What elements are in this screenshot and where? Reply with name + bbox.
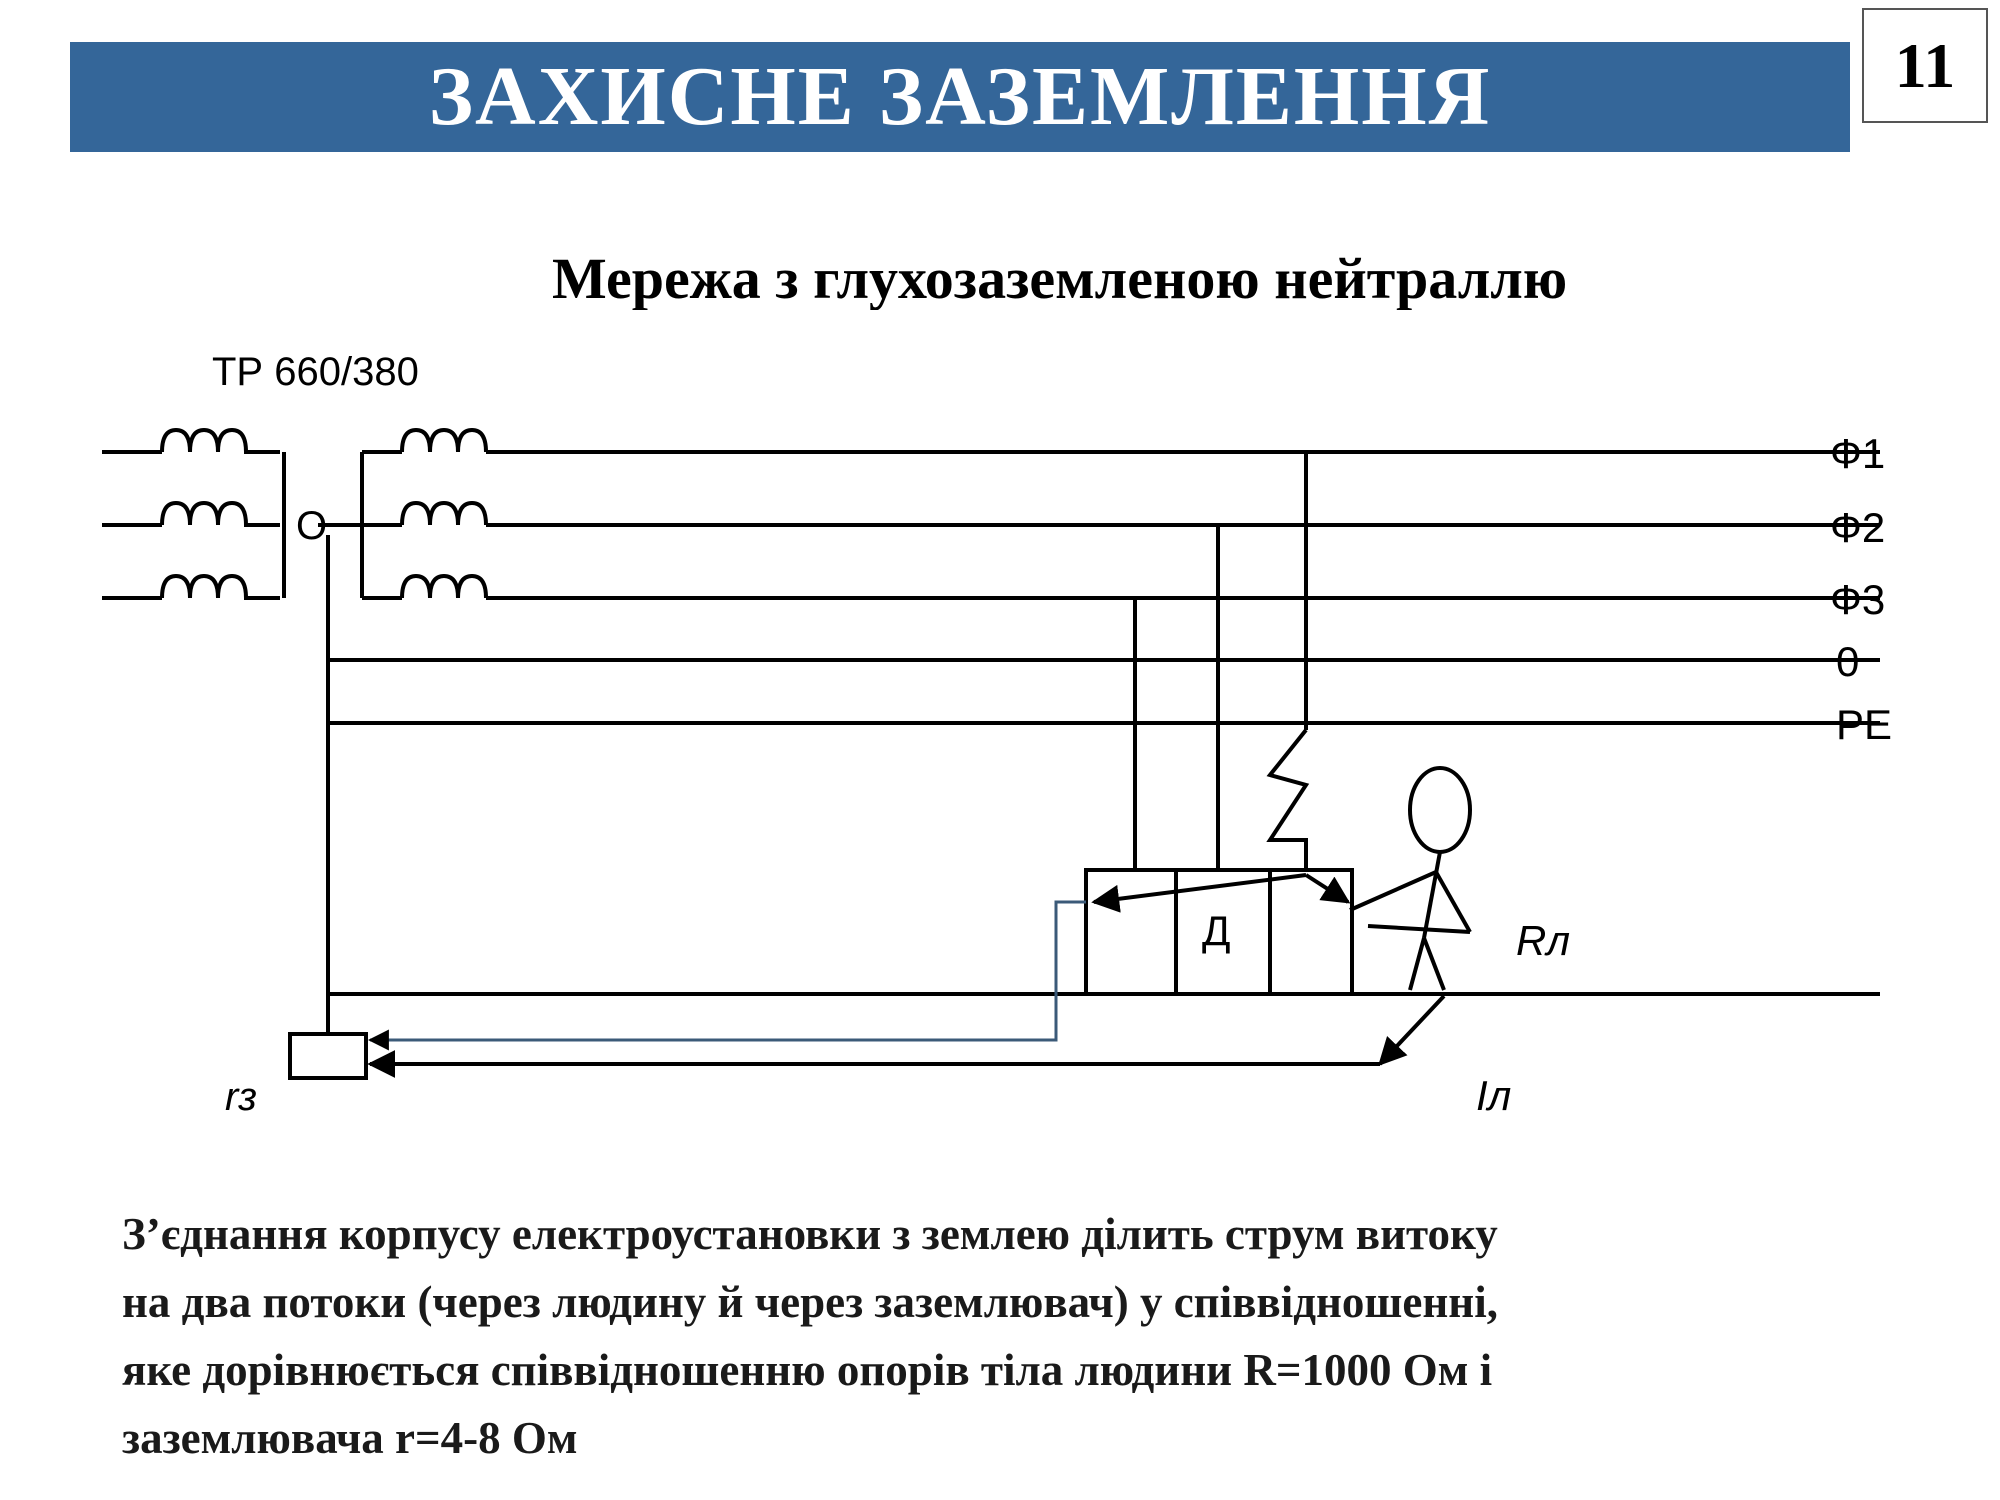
- secondary-coil-1: [402, 430, 486, 452]
- line-label-f2: Ф2: [1830, 504, 1886, 551]
- secondary-coil-3: [402, 576, 486, 598]
- earth-current-path: [370, 902, 1086, 1040]
- fault-current-arrow-left: [1094, 875, 1306, 902]
- line-label-f3: Ф3: [1830, 576, 1886, 623]
- person-body: [1424, 852, 1440, 938]
- caption-line: яке дорівнюється співвідношенню опорів тіла людини R=1000 Ом і: [122, 1345, 1493, 1395]
- primary-coil-1: [162, 430, 280, 452]
- caption-line: З’єднання корпусу електроустановки з землею ділить струм витоку: [122, 1209, 1498, 1259]
- person-resistance-label: Rл: [1516, 917, 1571, 964]
- insulation-fault-zigzag: [1270, 730, 1306, 870]
- title-bar: [70, 42, 1850, 152]
- primary-coil-3: [162, 576, 280, 598]
- neutral-point-label: О: [296, 504, 328, 548]
- ground-resistance-label: rз: [225, 1075, 257, 1119]
- line-label-pe: PE: [1836, 701, 1893, 748]
- grounding-electrode: [290, 1034, 366, 1078]
- line-label-f1: Ф1: [1830, 430, 1886, 477]
- primary-coil-2: [162, 503, 280, 525]
- caption-line: заземлювача r=4-8 Ом: [122, 1413, 578, 1463]
- line-label-0: 0: [1836, 638, 1860, 685]
- caption-line: на два потоки (через людину й через заземлювач) у співвідношенні,: [122, 1277, 1498, 1327]
- person-current-label: Iл: [1476, 1072, 1512, 1119]
- slide-number: 11: [1862, 8, 1988, 123]
- fault-current-arrow-right: [1306, 875, 1348, 902]
- person-head: [1410, 768, 1470, 852]
- person-current-path: [1380, 996, 1444, 1064]
- device-label: Д: [1202, 907, 1231, 954]
- circuit-diagram: [0, 320, 2000, 1140]
- diagram-subtitle: Мережа з глухозаземленою нейтраллю: [552, 250, 1568, 310]
- slide-title: ЗАХИСНЕ ЗАЗЕМЛЕННЯ: [428, 50, 1492, 143]
- transformer-label: ТР 660/380: [212, 350, 419, 394]
- secondary-coil-2: [402, 503, 486, 525]
- caption: [122, 1200, 1942, 1472]
